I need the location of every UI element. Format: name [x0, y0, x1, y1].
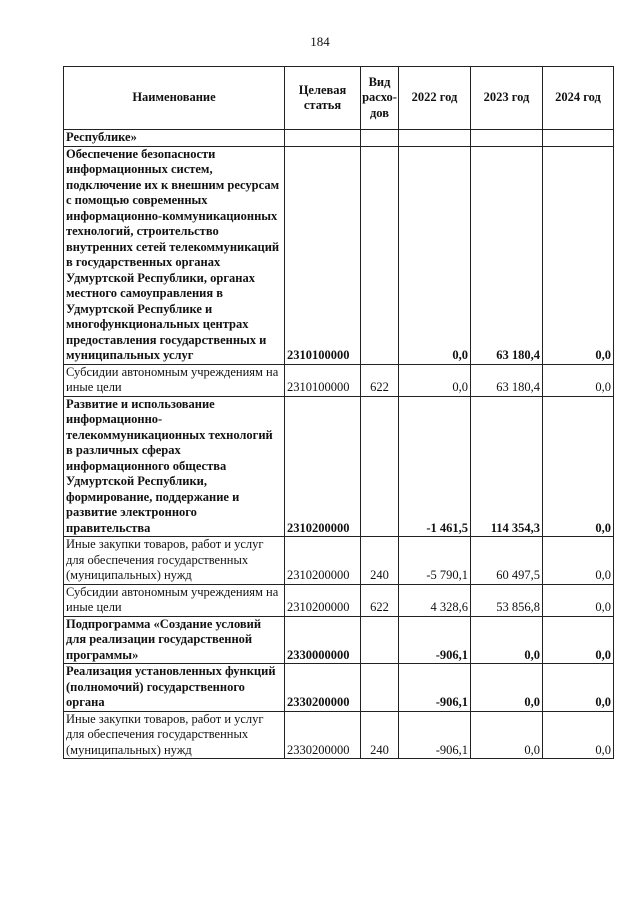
table-header-row	[64, 67, 614, 130]
cell-name: Республике»	[64, 130, 285, 147]
cell-name: Развитие и использование информационно-телекоммуникационных технологий в различных сферах информационного общества Удмуртской Республики, формирование, поддержание и развитие электронного правительства	[64, 396, 285, 537]
table-body	[64, 130, 614, 759]
table-row	[64, 584, 614, 616]
cell-2023: 114 354,3	[471, 396, 543, 537]
cell-2023: 0,0	[471, 711, 543, 759]
header-2023: 2023 год	[471, 67, 543, 130]
cell-2024	[543, 130, 614, 147]
header-code: Целевая статья	[285, 67, 361, 130]
cell-2024: 0,0	[543, 711, 614, 759]
cell-code: 2330000000	[285, 616, 361, 664]
table-row	[64, 537, 614, 585]
cell-vr	[361, 146, 399, 364]
table-row	[64, 664, 614, 712]
header-name: Наименование	[64, 67, 285, 130]
cell-2023: 0,0	[471, 664, 543, 712]
cell-vr: 240	[361, 711, 399, 759]
header-2022: 2022 год	[399, 67, 471, 130]
cell-2024: 0,0	[543, 537, 614, 585]
table-row	[64, 616, 614, 664]
cell-code: 2310200000	[285, 396, 361, 537]
cell-2023: 63 180,4	[471, 364, 543, 396]
cell-2024: 0,0	[543, 396, 614, 537]
cell-name: Обеспечение безопасности информационных систем, подключение их к внешним ресурсам с помощью современных информационно-коммуникационных технологий, строительство внутренних сетей телекоммуникаций в государственных органах Удмуртской Республики, органах местного самоуправления в Удмуртской Республике и многофункциональных центрах предоставления государственных и муниципальных услуг	[64, 146, 285, 364]
header-2024: 2024 год	[543, 67, 614, 130]
cell-2022: 0,0	[399, 146, 471, 364]
cell-2024: 0,0	[543, 364, 614, 396]
cell-vr: 240	[361, 537, 399, 585]
cell-code	[285, 130, 361, 147]
cell-vr: 622	[361, 364, 399, 396]
table-row	[64, 130, 614, 147]
cell-2022: 4 328,6	[399, 584, 471, 616]
cell-vr: 622	[361, 584, 399, 616]
cell-code: 2310100000	[285, 364, 361, 396]
table-row	[64, 364, 614, 396]
cell-vr	[361, 396, 399, 537]
table-row	[64, 396, 614, 537]
header-vr: Вид расхо-дов	[361, 67, 399, 130]
cell-2024: 0,0	[543, 616, 614, 664]
cell-vr	[361, 616, 399, 664]
cell-name: Субсидии автономным учреждениям на иные цели	[64, 364, 285, 396]
cell-code: 2310200000	[285, 584, 361, 616]
cell-2024: 0,0	[543, 664, 614, 712]
cell-2023: 63 180,4	[471, 146, 543, 364]
cell-2022: -906,1	[399, 664, 471, 712]
budget-table	[63, 66, 614, 759]
table-row	[64, 146, 614, 364]
cell-name: Подпрограмма «Создание условий для реализации государственной программы»	[64, 616, 285, 664]
cell-code: 2310200000	[285, 537, 361, 585]
cell-2023: 53 856,8	[471, 584, 543, 616]
cell-vr	[361, 664, 399, 712]
cell-2023	[471, 130, 543, 147]
cell-2023: 60 497,5	[471, 537, 543, 585]
cell-2023: 0,0	[471, 616, 543, 664]
cell-2022: -5 790,1	[399, 537, 471, 585]
cell-code: 2330200000	[285, 664, 361, 712]
cell-2022: -906,1	[399, 711, 471, 759]
cell-2022: 0,0	[399, 364, 471, 396]
cell-2024: 0,0	[543, 584, 614, 616]
cell-code: 2310100000	[285, 146, 361, 364]
page-number: 184	[310, 34, 330, 49]
cell-2022: -906,1	[399, 616, 471, 664]
cell-2022	[399, 130, 471, 147]
cell-name: Иные закупки товаров, работ и услуг для обеспечения государственных (муниципальных) нужд	[64, 537, 285, 585]
cell-code: 2330200000	[285, 711, 361, 759]
table-row	[64, 711, 614, 759]
cell-name: Реализация установленных функций (полномочий) государственного органа	[64, 664, 285, 712]
cell-name: Иные закупки товаров, работ и услуг для обеспечения государственных (муниципальных) нужд	[64, 711, 285, 759]
cell-2024: 0,0	[543, 146, 614, 364]
cell-2022: -1 461,5	[399, 396, 471, 537]
cell-vr	[361, 130, 399, 147]
cell-name: Субсидии автономным учреждениям на иные цели	[64, 584, 285, 616]
